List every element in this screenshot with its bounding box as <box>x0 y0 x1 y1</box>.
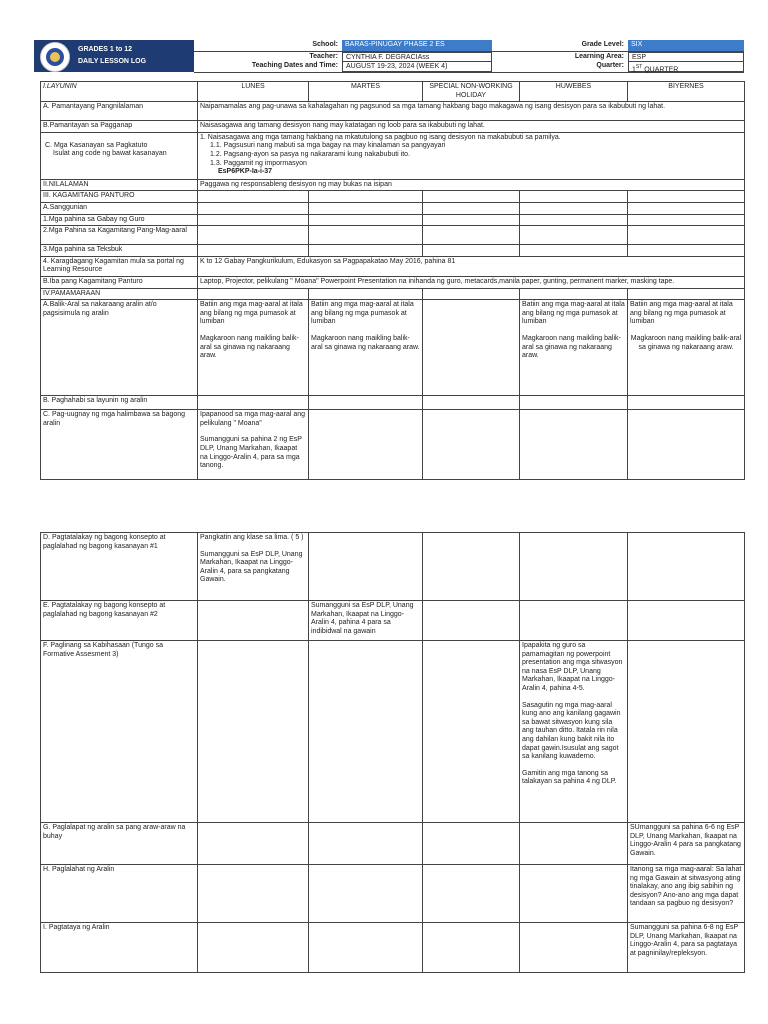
balik-aral-lunes: Batiin ang mga mag-aaral at itala ang bilang ng mga pumasok at lumiban Magkaroon nang maikling balik-aral sa ginawa ng nakaraang araw. <box>198 300 309 396</box>
teaching-dates-value: AUGUST 19-23, 2024 (WEEK 4) <box>342 61 492 72</box>
col-martes: MARTES <box>309 82 423 102</box>
kasanayan-text: 1. Naisasagawa ang mga tamang hakbang na mkatutulong sa pagbuo ng isang desisyon na makabubuti sa pamilya. 1.1. Pagsusuri nang mabuti sa mga bagay na may kinalaman sa pangyayari 1.2. Pagsang-ayon sa pasya ng nakararami kung nakabubuti ito. 1.3. Paggamit ng impormasyon EsP6PKP-Ia-i-37 <box>198 132 745 179</box>
header <box>34 40 744 72</box>
balik-aral-holiday <box>423 300 520 396</box>
header-title-grades: GRADES 1 to 12 <box>78 46 133 53</box>
pag-uugnay-label: C. Pag-uugnay ng mga halimbawa sa bagong aralin <box>41 410 198 480</box>
paghahabi-label: B. Paghahabi sa layunin ng aralin <box>41 396 198 410</box>
balik-aral-label: A.Balik-Aral sa nakaraang aralin at/o pagsisimula ng aralin <box>41 300 198 396</box>
col-holiday: SPECIAL NON-WORKING HOLIDAY <box>423 82 520 102</box>
gabay-guro-label: 1.Mga pahina sa Gabay ng Guro <box>41 214 198 226</box>
pamantayan-pagganap-text: Naisasagawa ang tamang desisyon nang may katatagan ng loob para sa ikabubuti ng lahat. <box>198 121 745 133</box>
paglalahat-biyernes: Itanong sa mga mag-aaral: Sa lahat ng mga Gawain at sitwasyong ating tinalakay, ano ang ibig sabihin ng desisyon? Ano-ano ang mga dapat tandaan sa pagbuo ng desisyon? <box>628 865 745 923</box>
learning-area-value: ESP <box>628 52 744 63</box>
lesson-table-part1 <box>40 81 745 480</box>
balik-aral-huwebes: Batiin ang mga mag-aaral at itala ang bilang ng mga pumasok at lumiban Magkaroon nang maikling balik-aral sa ginawa ng nakaraang araw. <box>520 300 628 396</box>
grade-level-value: SIX <box>628 40 744 51</box>
school-value: BARAS-PINUGAY PHASE 2 ES <box>342 40 492 51</box>
kagamitang-panturo-label: III. KAGAMITANG PANTURO <box>41 191 198 203</box>
kasanayan-label: C. Mga Kasanayan sa Pagkatuto Isulat ang code ng bawat kasanayan <box>41 132 198 179</box>
grade-level-label: Grade Level: <box>492 40 628 51</box>
header-title-block <box>34 40 194 72</box>
col-lunes: LUNES <box>198 82 309 102</box>
teacher-label: Teacher: <box>309 52 338 60</box>
balik-aral-biyernes: Batiin ang mga mag-aaral at itala ang bilang ng mga pumasok at lumiban Magkaroon nang maikling balik-aral sa ginawa ng nakaraang araw. <box>628 300 745 396</box>
karagdagang-kagamitan-text: K to 12 Gabay Pangkurikulum, Edukasyon sa Pagpapakatao May 2016, pahina 81 <box>198 256 745 276</box>
nilalaman-text: Paggawa ng responsableng desisyon ng may bukas na isipan <box>198 179 745 191</box>
col-huwebes: HUWEBES <box>520 82 628 102</box>
paglalahat-label: H. Paglalahat ng Aralin <box>41 865 198 923</box>
learning-area-label: Learning Area: <box>574 52 624 60</box>
school-label: School: <box>194 40 342 51</box>
pagtatalakay-2-martes: Sumangguni sa EsP DLP, Unang Markahan, Ikaapat na Linggo-Aralin 4, pahina 4 para sa indibidwal na gawain <box>309 601 423 641</box>
iba-pang-kagamitan-text: Laptop, Projector, pelikulang " Moana" Powerpoint Presentation na inihanda ng guro, metacards,manila paper, gunting, permanent marker, masking tape. <box>198 276 745 288</box>
col-biyernes: BIYERNES <box>628 82 745 102</box>
iba-pang-kagamitan-label: B.Iba pang Kagamitang Panturo <box>41 276 198 288</box>
sanggunian-label: A.Sanggunian <box>41 202 198 214</box>
teksbuk-label: 3.Mga pahina sa Teksbuk <box>41 245 198 257</box>
pamantayang-pangnilalaman-label: A. Pamantayang Pangnilalaman <box>41 102 198 121</box>
quarter-label: Quarter: <box>596 62 624 70</box>
karagdagang-kagamitan-label: 4. Karagdagang Kagamitan mula sa portal ng Learning Resource <box>41 256 198 276</box>
pamantayan-pagganap-label: B.Pamantayan sa Pagganap <box>41 121 198 133</box>
pagtatalakay-2-label: E. Pagtatalakay ng bagong konsepto at paglalahad ng bagong kasanayan #2 <box>41 601 198 641</box>
paglinang-label: F. Paglinang sa Kabihasaan (Tungo sa Formative Assesment 3) <box>41 641 198 823</box>
teacher-value: CYNTHIA F. DEGRACIAss <box>342 52 492 63</box>
layunin-header: I.LAYUNIN <box>41 82 198 102</box>
pagtatalakay-1-lunes: Pangkatin ang klase sa lima. ( 5 ) Sumangguni sa EsP DLP, Unang Markahan, Ikaapat na Linggo-Aralin 4, para sa pangkatang Gawain. <box>198 533 309 601</box>
deped-seal-icon <box>40 42 70 72</box>
lesson-table-part2 <box>40 532 745 973</box>
pamantayang-pangnilalaman-text: Naipamamalas ang pag-unawa sa kahalagahan ng pagsunod sa mga tamang hakbang bago makagawa ng isang desisyon para sa ikabubuti ng lahat. <box>198 102 745 121</box>
pagtatalakay-1-label: D. Pagtatalakay ng bagong konsepto at paglalahad ng bagong kasanayan #1 <box>41 533 198 601</box>
pamamaraan-label: IV.PAMAMARAAN <box>41 288 198 300</box>
quarter-value: 1ST QUARTER <box>628 61 744 72</box>
header-title-dll: DAILY LESSON LOG <box>78 58 147 65</box>
pagtataya-label: I. Pagtataya ng Aralin <box>41 923 198 973</box>
nilalaman-label: II.NILALAMAN <box>41 179 198 191</box>
pagtataya-biyernes: Sumangguni sa pahina 6-8 ng EsP DLP, Unang Markahan, Ikaapat na Linggo-Aralin 4, para sa pagtataya at pagninilay/repleksyon. <box>628 923 745 973</box>
paglalapat-label: G. Paglalapat ng aralin sa pang araw-araw na buhay <box>41 823 198 865</box>
kagamitang-mag-aaral-label: 2.Mga Pahina sa Kagamitang Pang-Mag-aaral <box>41 226 198 245</box>
teaching-dates-label: Teaching Dates and Time: <box>251 62 338 70</box>
pag-uugnay-lunes: Ipapanood sa mga mag-aaral ang pelikulang " Moana" Sumangguni sa pahina 2 ng EsP DLP, Unang Markahan, Ikaapat na Linggo-Aralin 4, para sa mga tanong. <box>198 410 309 480</box>
paglinang-huwebes: Ipapakita ng guro sa pamamagitan ng powerpoint presentation ang mga sitwasyon na nasa EsP DLP, Unang Markahan, Ikaapat na Linggo-Aralin 4, pahina 4-5. Sasagutin ng mga mag-aaral kung ano ang kanilang gagawin sa bawat sitwasyon kung sila ang tauhan ditto. Itatala rin nila ang dahilan kung bakit nila ito dapat gawin.Isusulat ang sagot sa kanilang kuwaderno. Gamitin ang mga tanong sa talakayan sa pahina 4 ng DLP. <box>520 641 628 823</box>
header-info-grid <box>194 40 744 72</box>
paglalapat-biyernes: SUmangguni sa pahina 6-6 ng EsP DLP, Unang Markahan, Ikaapat na Linggo-Aralin 4 para sa pangkatang Gawain. <box>628 823 745 865</box>
balik-aral-martes: Batiin ang mga mag-aaral at itala ang bilang ng mga pumasok at lumiban Magkaroon nang maikling balik-aral sa ginawa ng nakaraang araw. <box>309 300 423 396</box>
